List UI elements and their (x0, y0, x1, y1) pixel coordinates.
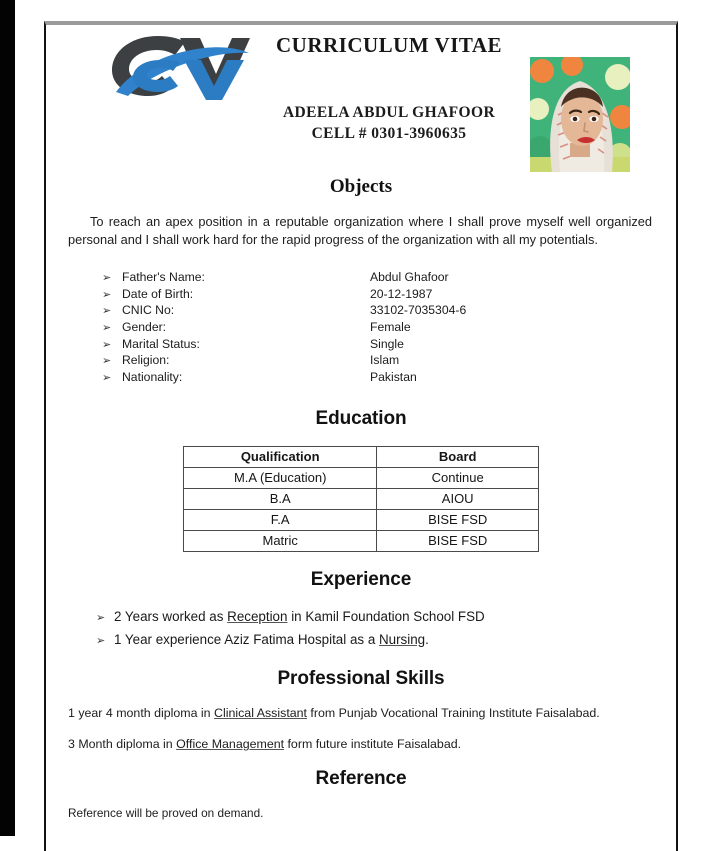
list-item (64, 352, 658, 369)
skill-line (68, 705, 658, 722)
cell-qualification: F.A (184, 509, 377, 530)
text-after: . (425, 631, 429, 647)
document-body (46, 25, 676, 836)
cell-qualification: M.A (Education) (184, 467, 377, 488)
table-row (184, 530, 539, 551)
text-before: 1 year 4 month diploma in (68, 706, 215, 721)
list-item (64, 369, 658, 386)
detail-value: Islam (370, 353, 400, 368)
education-table-wrap (183, 446, 539, 552)
arrow-bullet-icon: ➢ (96, 611, 106, 625)
underlined-term: Reception (227, 609, 288, 625)
table-row (184, 467, 539, 488)
section-heading-experience: Experience (310, 568, 412, 590)
objective-text: To reach an apex position in a reputable organization where I shall prove myself well organized personal and I shall work hard for the rapid progress of the organization with all my potentials. (68, 213, 652, 247)
cell-qualification: Matric (184, 530, 377, 551)
skill-line (68, 736, 658, 753)
list-item (64, 302, 658, 319)
experience-text (114, 632, 429, 648)
arrow-bullet-icon: ➢ (96, 633, 106, 647)
arrow-bullet-icon: ➢ (102, 337, 112, 351)
title-block (234, 25, 544, 143)
detail-label: Nationality: (122, 369, 183, 384)
table-row (184, 488, 539, 509)
section-heading-education: Education (315, 408, 407, 430)
text-before: 2 Years worked as (114, 609, 228, 625)
cell-qualification: B.A (184, 488, 377, 509)
cell-board: BISE FSD (377, 509, 539, 530)
section-heading-reference: Reference (315, 767, 407, 789)
list-item (64, 335, 658, 352)
arrow-bullet-icon: ➢ (102, 320, 112, 334)
detail-value: 20-12-1987 (370, 286, 433, 301)
education-table (183, 446, 539, 552)
list-item (64, 606, 658, 628)
underlined-term: Office Management (176, 737, 285, 752)
detail-label: CNIC No: (122, 303, 175, 318)
arrow-bullet-icon: ➢ (102, 287, 112, 301)
underlined-term: Nursing (378, 631, 426, 647)
table-row (184, 509, 539, 530)
arrow-bullet-icon: ➢ (102, 271, 112, 285)
detail-label: Father's Name: (122, 270, 205, 285)
list-item (64, 319, 658, 336)
detail-label: Gender: (122, 319, 167, 334)
page-title: CURRICULUM VITAE (276, 33, 502, 57)
experience-text (114, 609, 485, 625)
cell-board: AIOU (377, 488, 539, 509)
personal-details-list (64, 269, 658, 385)
detail-label: Marital Status: (122, 336, 200, 351)
detail-label: Religion: (122, 353, 170, 368)
text-before: 3 Month diploma in (68, 737, 177, 752)
detail-value: Single (370, 336, 404, 351)
underlined-term: Clinical Assistant (214, 706, 307, 721)
text-after: from Punjab Vocational Training Institute Faisalabad. (306, 706, 600, 721)
owner-name: ADEELA ABDUL GHAFOOR (282, 104, 496, 122)
portrait-photo (530, 57, 630, 172)
list-item (64, 629, 658, 651)
arrow-bullet-icon: ➢ (102, 370, 112, 384)
text-before: 1 Year experience Aziz Fatima Hospital as a (114, 631, 379, 647)
cell-board: BISE FSD (377, 530, 539, 551)
text-after: form future institute Faisalabad. (284, 737, 462, 752)
detail-value: Abdul Ghafoor (370, 270, 449, 285)
arrow-bullet-icon: ➢ (102, 354, 112, 368)
skills-list (64, 705, 658, 752)
column-header-qualification: Qualification (184, 446, 377, 467)
text-after: in Kamil Foundation School FSD (287, 609, 485, 625)
detail-value: Female (370, 319, 411, 334)
cv-logo-icon (100, 28, 250, 100)
section-heading-skills: Professional Skills (277, 667, 445, 689)
column-header-board: Board (377, 446, 539, 467)
document-header (64, 25, 658, 175)
reference-text: Reference will be proved on demand. (68, 806, 264, 821)
scan-edge-shadow (0, 0, 15, 836)
cell-board: Continue (377, 467, 539, 488)
experience-list (64, 606, 658, 650)
list-item (64, 269, 658, 286)
detail-value: Pakistan (370, 369, 417, 384)
detail-label: Date of Birth: (122, 286, 194, 301)
detail-value: 33102-7035304-6 (370, 303, 467, 318)
section-heading-objects: Objects (329, 176, 393, 197)
arrow-bullet-icon: ➢ (102, 304, 112, 318)
list-item (64, 286, 658, 303)
owner-phone: CELL # 0301-3960635 (311, 125, 467, 143)
table-header-row (184, 446, 539, 467)
